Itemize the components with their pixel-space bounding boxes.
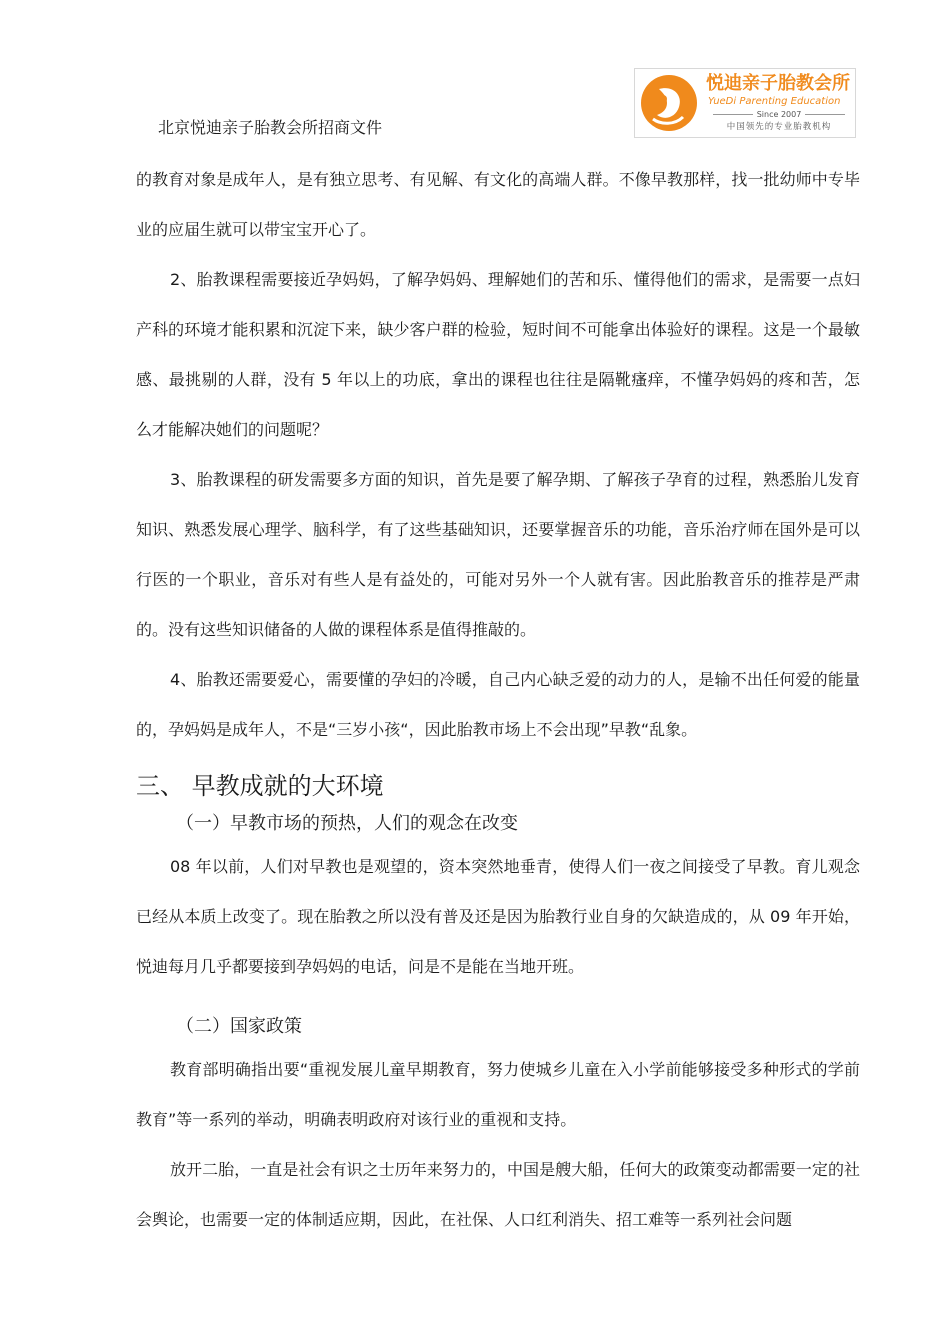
paragraph-point-2: 2、胎教课程需要接近孕妈妈，了解孕妈妈、理解她们的苦和乐、懂得他们的需求，是需要一点妇产科的环境才能积累和沉淀下来，缺少客户群的检验，短时间不可能拿出体验好的课程。这是一个最敏感、最挑剔的人群，没有 5 年以上的功底，拿出的课程也往往是隔靴瘙痒，不懂孕妈妈的疼和苦，怎么才能解决她们的问题呢？ [136,270,860,439]
logo-name-cn: 悦迪亲子胎教会所 [706,73,850,94]
section-heading-3: 三、 早教成就的大环境 [136,772,384,800]
document-header-title: 北京悦迪亲子胎教会所招商文件 [158,118,383,137]
logo-name-en: YueDi Parenting Education [708,96,841,107]
paragraph-policy-second-child: 放开二胎，一直是社会有识之士历年来努力的，中国是艘大船，任何大的政策变动都需要一定的社会舆论，也需要一定的体制适应期，因此，在社保、人口红利消失、招工难等一系列社会问题 [136,1160,860,1229]
subsection-heading-1: （一）早教市场的预热，人们的观念在改变 [176,813,518,834]
document-body [136,155,860,1245]
logo-tagline: 中国领先的专业胎教机构 [726,122,832,132]
paragraph-point-3: 3、胎教课程的研发需要多方面的知识，首先是要了解孕期、了解孩子孕育的过程，熟悉胎儿发育知识、熟悉发展心理学、脑科学，有了这些基础知识，还要掌握音乐的功能，音乐治疗师在国外是可以行医的一个职业，音乐对有些人是有益处的，可能对另外一个人就有害。因此胎教音乐的推荐是严肃的。没有这些知识储备的人做的课程体系是值得推敲的。 [136,470,860,639]
paragraph-point-4: 4、胎教还需要爱心，需要懂的孕妇的冷暖，自己内心缺乏爱的动力的人，是输不出任何爱的能量的，孕妈妈是成年人，不是“三岁小孩“，因此胎教市场上不会出现”早教“乱象。 [136,670,860,739]
paragraph-policy-ministry: 教育部明确指出要“重视发展儿童早期教育，努力使城乡儿童在入小学前能够接受多种形式的学前教育”等一系列的举动，明确表明政府对该行业的重视和支持。 [136,1060,860,1129]
paragraph-continuation: 的教育对象是成年人，是有独立思考、有见解、有文化的高端人群。不像早教那样，找一批幼师中专毕业的应届生就可以带宝宝开心了。 [136,170,860,239]
logo-since: Since 2007 [708,110,850,120]
subsection-heading-2: （二）国家政策 [176,1016,302,1037]
paragraph-market-warmup: 08 年以前，人们对早教也是观望的，资本突然地垂青，使得人们一夜之间接受了早教。育儿观念已经从本质上改变了。现在胎教之所以没有普及还是因为胎教行业自身的欠缺造成的，从 09 年开始，悦迪每月几乎都要接到孕妈妈的电话，问是不是能在当地开班。 [136,857,860,976]
company-logo [634,68,856,138]
logo-mark-icon [639,73,699,133]
